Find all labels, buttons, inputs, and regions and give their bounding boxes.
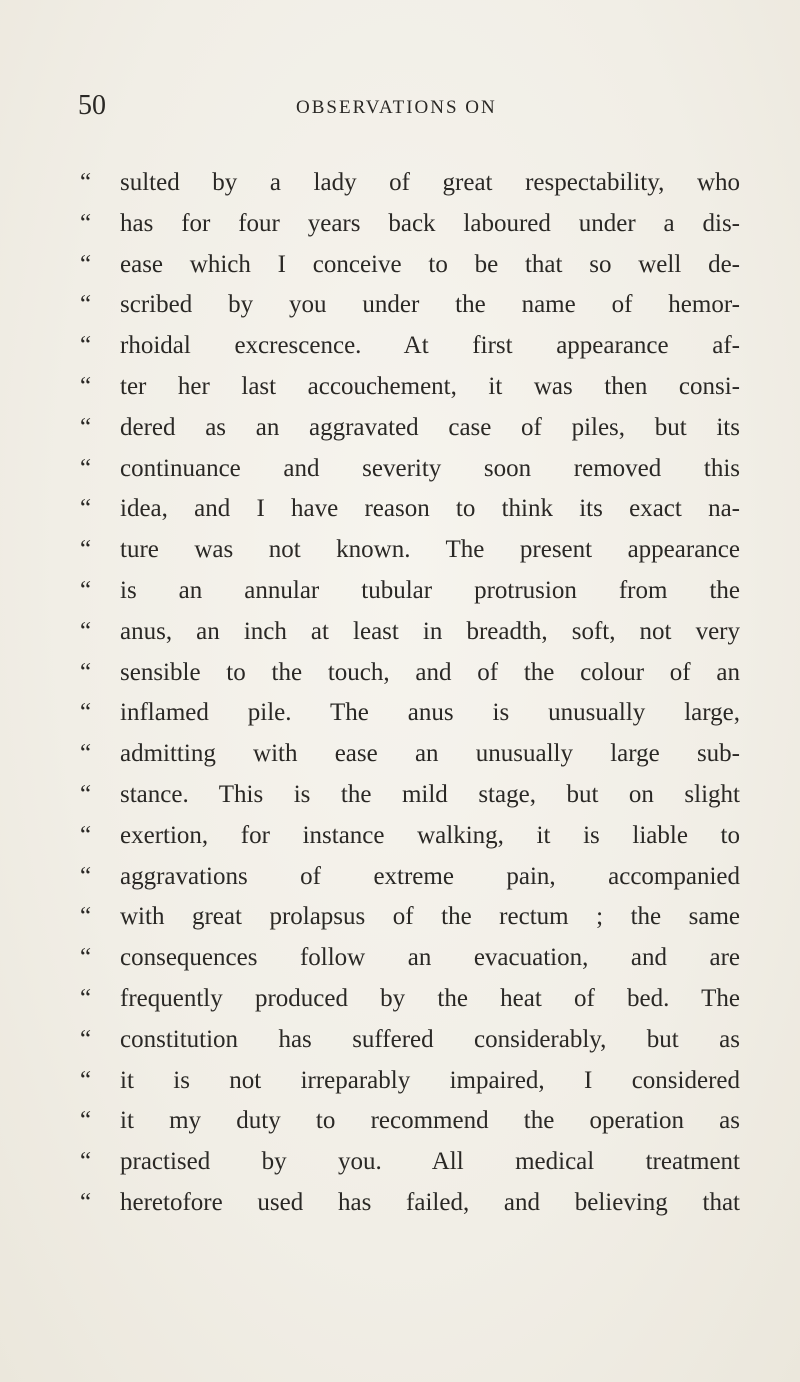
quote-mark: “ bbox=[80, 1107, 92, 1135]
quote-mark: “ bbox=[80, 658, 92, 686]
quote-mark: “ bbox=[80, 454, 92, 482]
quote-mark: “ bbox=[80, 821, 92, 849]
quote-mark: “ bbox=[80, 944, 92, 972]
line-text: has for four years back laboured under a dis- bbox=[120, 209, 740, 237]
line-text: inflamed pile. The anus is unusually large, bbox=[120, 699, 740, 727]
line-text: dered as an aggravated case of piles, but its bbox=[120, 413, 740, 441]
line-text: it my duty to recommend the operation as bbox=[120, 1107, 740, 1135]
line-text: ture was not known. The present appearance bbox=[120, 536, 740, 564]
quote-mark: “ bbox=[80, 291, 92, 319]
quote-mark: “ bbox=[80, 1066, 92, 1094]
text-line bbox=[80, 734, 740, 775]
quote-mark: “ bbox=[80, 250, 92, 278]
quote-mark: “ bbox=[80, 740, 92, 768]
text-line bbox=[80, 571, 740, 612]
text-line bbox=[80, 693, 740, 734]
quote-mark: “ bbox=[80, 372, 92, 400]
text-line bbox=[80, 326, 740, 367]
line-text: sulted by a lady of great respectability, who bbox=[120, 169, 740, 196]
text-line bbox=[80, 653, 740, 694]
quote-mark: “ bbox=[80, 209, 92, 237]
quote-mark: “ bbox=[80, 495, 92, 523]
quote-mark: “ bbox=[80, 862, 92, 890]
quote-mark: “ bbox=[80, 617, 92, 645]
text-line bbox=[80, 1061, 740, 1102]
text-line bbox=[80, 489, 740, 530]
text-line bbox=[80, 816, 740, 857]
line-text: it is not irreparably impaired, I considered bbox=[120, 1066, 740, 1094]
quote-mark: “ bbox=[80, 332, 92, 360]
text-line bbox=[80, 938, 740, 979]
text-line bbox=[80, 1183, 740, 1224]
line-text: consequences follow an evacuation, and are bbox=[120, 944, 740, 972]
text-line bbox=[80, 285, 740, 326]
text-line bbox=[80, 1142, 740, 1183]
quote-mark: “ bbox=[80, 413, 92, 441]
quote-mark: “ bbox=[80, 1188, 92, 1216]
line-text: aggravations of extreme pain, accompanied bbox=[120, 862, 740, 890]
line-text: rhoidal excrescence. At first appearance af- bbox=[120, 332, 740, 360]
page-header bbox=[0, 90, 800, 130]
text-line bbox=[80, 1101, 740, 1142]
text-line bbox=[80, 979, 740, 1020]
quote-mark: “ bbox=[80, 984, 92, 1012]
text-line bbox=[80, 367, 740, 408]
quote-mark: “ bbox=[80, 699, 92, 727]
text-line bbox=[80, 204, 740, 245]
text-line bbox=[80, 1020, 740, 1061]
text-line bbox=[80, 897, 740, 938]
body-text bbox=[80, 163, 740, 1224]
quote-mark: “ bbox=[80, 780, 92, 808]
text-line bbox=[80, 530, 740, 571]
page-number: 50 bbox=[78, 90, 106, 121]
quote-mark: “ bbox=[80, 536, 92, 564]
line-text: sensible to the touch, and of the colour of an bbox=[120, 658, 740, 686]
quote-mark: “ bbox=[80, 1148, 92, 1176]
line-text: with great prolapsus of the rectum ; the same bbox=[120, 903, 740, 931]
line-text: heretofore used has failed, and believing that bbox=[120, 1188, 740, 1216]
line-text: admitting with ease an unusually large sub- bbox=[120, 740, 740, 768]
quote-mark: “ bbox=[80, 169, 92, 196]
line-text: anus, an inch at least in breadth, soft, not very bbox=[120, 617, 740, 645]
text-line bbox=[80, 612, 740, 653]
text-line bbox=[80, 245, 740, 286]
line-text: scribed by you under the name of hemor- bbox=[120, 291, 740, 319]
line-text: is an annular tubular protrusion from the bbox=[120, 576, 740, 604]
quote-mark: “ bbox=[80, 1025, 92, 1053]
line-text: frequently produced by the heat of bed. The bbox=[120, 984, 740, 1012]
line-text: idea, and I have reason to think its exact na- bbox=[120, 495, 740, 523]
line-text: practised by you. All medical treatment bbox=[120, 1148, 740, 1176]
line-text: constitution has suffered considerably, but as bbox=[120, 1025, 740, 1053]
line-text: stance. This is the mild stage, but on slight bbox=[120, 780, 740, 808]
line-text: ease which I conceive to be that so well de- bbox=[120, 250, 740, 278]
text-line bbox=[80, 775, 740, 816]
text-line bbox=[80, 449, 740, 490]
quote-mark: “ bbox=[80, 576, 92, 604]
line-text: ter her last accouchement, it was then consi- bbox=[120, 372, 740, 400]
text-line bbox=[80, 163, 740, 204]
line-text: exertion, for instance walking, it is liable to bbox=[120, 821, 740, 849]
text-line bbox=[80, 408, 740, 449]
quote-mark: “ bbox=[80, 903, 92, 931]
running-head: OBSERVATIONS ON bbox=[296, 97, 497, 118]
line-text: continuance and severity soon removed this bbox=[120, 454, 740, 482]
text-line bbox=[80, 857, 740, 898]
